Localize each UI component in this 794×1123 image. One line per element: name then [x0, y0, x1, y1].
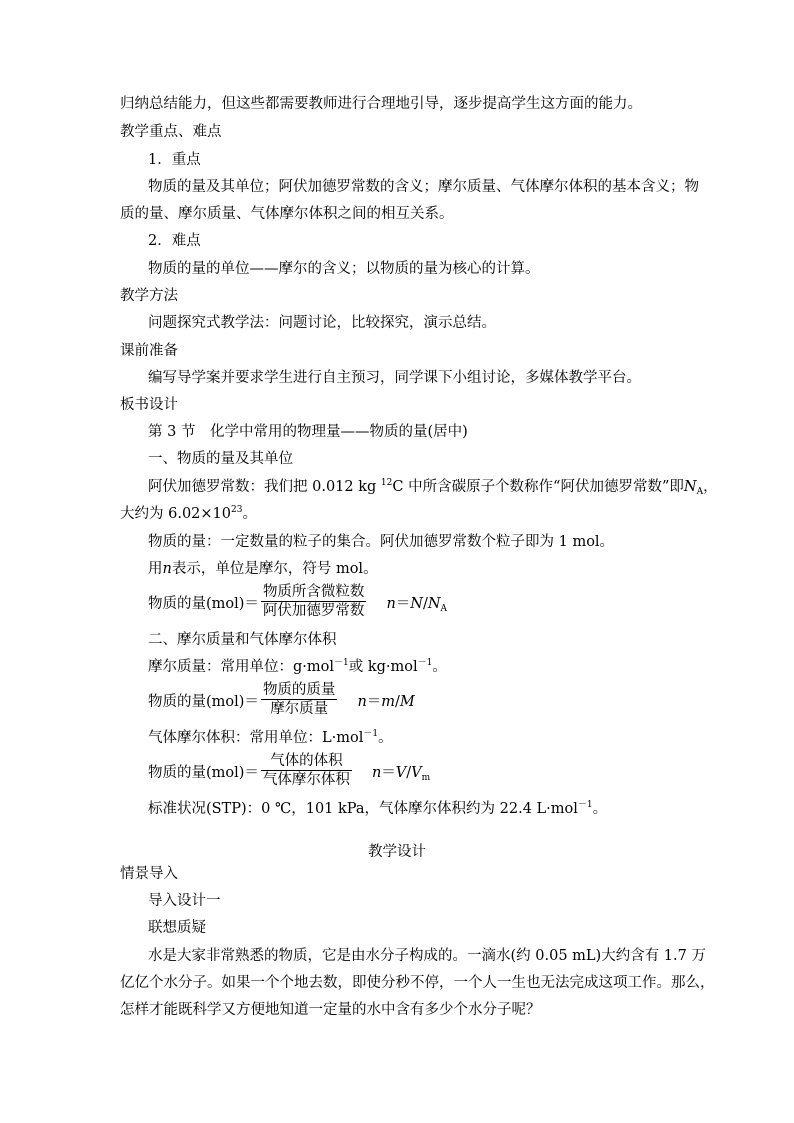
- amount-definition: 物质的量：一定数量的粒子的集合。阿伏加德罗常数个粒子即为 1 mol。: [148, 534, 615, 550]
- gas-volume-line: [148, 728, 393, 748]
- avogadro-line-2: [120, 504, 257, 524]
- op-slash: /: [395, 693, 400, 710]
- avogadro-text-a: 阿伏加德罗常数：我们把 0.012 kg: [148, 479, 381, 495]
- amount-symbol-line: [148, 559, 378, 579]
- formula-lhs: 物质的量(mol)＝: [148, 764, 259, 781]
- difficulty-line: 物质的量的单位——摩尔的含义；以物质的量为核心的计算。: [148, 261, 540, 277]
- board-title: 第 3 节 化学中常用的物理量——物质的量(居中): [148, 424, 468, 440]
- heading-board-design: 板书设计: [120, 397, 178, 413]
- unit-exponent: －1: [417, 658, 433, 668]
- var-n: n: [386, 595, 396, 612]
- var-V: V: [395, 764, 407, 781]
- fraction: [261, 682, 338, 718]
- unit-exponent: －1: [334, 658, 349, 668]
- op-equals: ＝: [395, 595, 411, 612]
- water-paragraph-line-1: 水是大家非常熟悉的物质，它是由水分子构成的。一滴水(约 0.05 mL)大约含有 1.7 万: [148, 948, 706, 964]
- avogadro-text-b: C 中所含碳原子个数称作“阿伏加德罗常数”即: [392, 479, 684, 495]
- heading-key-points: 教学重点、难点: [120, 124, 222, 140]
- fraction-numerator: 气体的体积: [261, 753, 352, 771]
- key-points-line-1: 物质的量及其单位；阿伏加德罗常数的含义；摩尔质量、气体摩尔体积的基本含义；物: [148, 179, 699, 195]
- fraction: [261, 584, 367, 620]
- section-2-heading: 二、摩尔质量和气体摩尔体积: [148, 632, 337, 648]
- molar-mass-line: [148, 657, 447, 677]
- intro-subheading: 联想质疑: [148, 920, 206, 936]
- fraction: [261, 753, 352, 789]
- teaching-design-title: 教学设计: [368, 844, 426, 860]
- molar-mass-text-a: 摩尔质量：常用单位：g·mol: [148, 659, 335, 675]
- op-slash: /: [422, 595, 428, 612]
- var-Vm-subscript: m: [421, 772, 431, 783]
- op-slash: /: [406, 764, 412, 781]
- fraction-denominator: 气体摩尔体积: [262, 772, 350, 788]
- heading-method: 教学方法: [120, 288, 178, 304]
- amount-symbol-text-b: 表示，单位是摩尔，符号 mol。: [171, 561, 378, 577]
- formula-symbolic: [357, 690, 414, 711]
- subheading-key: 1．重点: [148, 152, 201, 168]
- var-Vm: V: [411, 764, 422, 781]
- op-equals: ＝: [381, 764, 396, 781]
- avogadro-text-c: ，: [703, 479, 718, 495]
- method-line: 问题探究式教学法：问题讨论，比较探究，演示总结。: [148, 315, 496, 331]
- symbol-n: n: [162, 561, 172, 577]
- stp-text-a: 标准状况(STP)：0 ℃，101 kPa，气体摩尔体积约为 22.4 L·mol: [148, 801, 578, 817]
- var-M: M: [399, 693, 415, 710]
- fraction-denominator: 阿伏加德罗常数: [262, 603, 365, 619]
- var-m: m: [381, 693, 396, 710]
- formula-lhs: 物质的量(mol)＝: [148, 595, 259, 612]
- symbol-N: N: [683, 479, 697, 495]
- formula-volume: [148, 753, 430, 789]
- stp-line: [148, 799, 607, 819]
- water-paragraph-line-3: 怎样才能既科学又方便地知道一定量的水中含有多少个水分子呢？: [120, 1002, 541, 1018]
- fraction-denominator: 摩尔质量: [270, 701, 329, 717]
- amount-symbol-text-a: 用: [148, 561, 163, 577]
- section-1-heading: 一、物质的量及其单位: [148, 451, 293, 467]
- formula-symbolic: [386, 592, 447, 613]
- var-n: n: [357, 693, 367, 710]
- fraction-numerator: 物质的质量: [262, 682, 336, 698]
- gas-volume-text-a: 气体摩尔体积：常用单位：L·mol: [148, 730, 364, 746]
- molar-mass-text-b: 或 kg·mol: [348, 659, 418, 675]
- gas-volume-text-b: 。: [378, 730, 393, 746]
- paragraph-ability: 归纳总结能力，但这些都需要教师进行合理地引导，逐步提高学生这方面的能力。: [120, 96, 642, 112]
- key-points-line-2: 质的量、摩尔质量、气体摩尔体积之间的相互关系。: [120, 206, 454, 222]
- op-equals: ＝: [366, 693, 382, 710]
- unit-exponent: －1: [363, 729, 379, 739]
- var-NA-subscript: A: [440, 603, 448, 614]
- preparation-line: 编写导学案并要求学生进行自主预习，同学课下小组讨论，多媒体教学平台。: [148, 370, 641, 386]
- formula-lhs: 物质的量(mol)＝: [148, 693, 259, 710]
- fraction-numerator: 物质所含微粒数: [262, 584, 365, 600]
- stp-text-b: 。: [592, 801, 608, 817]
- formula-particles: [148, 584, 447, 620]
- isotope-superscript: 12: [380, 478, 393, 488]
- symbol-A-subscript: A: [696, 487, 704, 497]
- avogadro-value-end: 。: [242, 506, 257, 522]
- formula-symbolic: [372, 761, 430, 782]
- subheading-difficulty: 2．难点: [148, 233, 201, 249]
- heading-scene-intro: 情景导入: [120, 866, 178, 882]
- molar-mass-text-c: 。: [432, 659, 447, 675]
- var-n: n: [371, 764, 382, 781]
- heading-preparation: 课前准备: [120, 343, 178, 359]
- formula-mass: [148, 682, 415, 718]
- exponent-superscript: 23: [231, 505, 243, 515]
- var-N: N: [410, 595, 423, 612]
- avogadro-value-text: 大约为 6.02×10: [120, 506, 231, 522]
- var-NA: N: [427, 595, 441, 612]
- avogadro-line-1: [148, 477, 718, 497]
- unit-exponent: －1: [577, 800, 593, 810]
- intro-design-label: 导入设计一: [148, 893, 221, 909]
- water-paragraph-line-2: 亿亿个水分子。如果一个个地去数，即使分秒不停，一个人一生也无法完成这项工作。那么，: [120, 975, 715, 991]
